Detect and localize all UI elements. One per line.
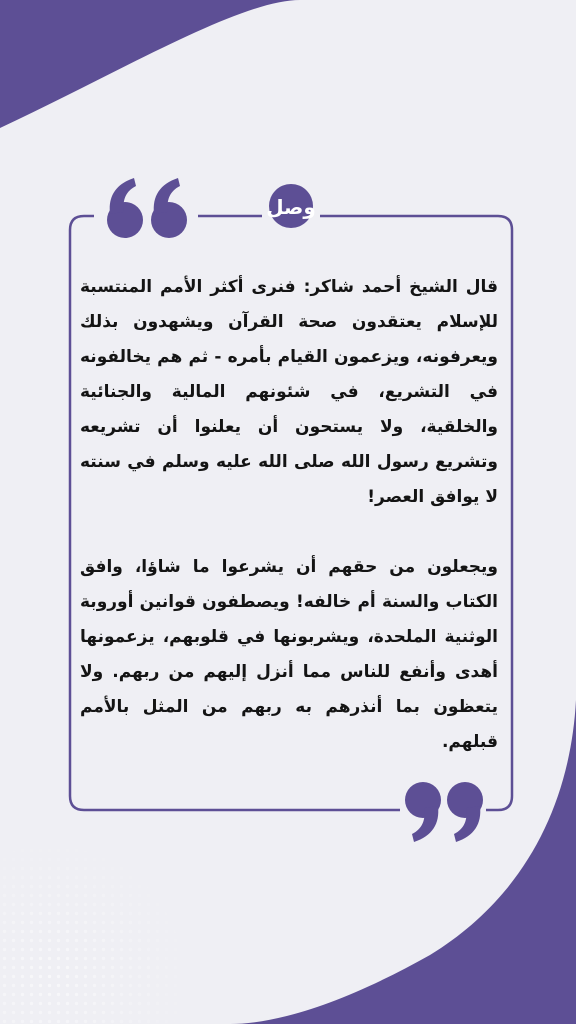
closing-quotation-mark-icon [405,782,483,842]
quote-paragraph-2: ويجعلون من حقهم أن يشرعوا ما شاؤا، وافق الكتاب والسنة أم خالفه! ويصطفون قوانين أوروبة الوثنية الملحدة، ويشربونها في قلوبهم، يزعمونها أهدى وأنفع للناس مما أنزل إليهم من ربهم. ولا يتعظون بما أنذرهم به ربهم من المثل بالأمم قبلهم. [80,557,498,752]
logo-text: وصل [266,195,316,219]
opening-quotation-mark-icon [107,178,187,238]
quote-body [80,270,498,760]
brand-logo-icon [266,184,316,228]
quote-paragraph-1: قال الشيخ أحمد شاكر: فنرى أكثر الأمم المنتسبة للإسلام يعتقدون صحة القرآن ويشهدون بذلك ويعرفونه، ويزعمون القيام بأمره - ثم هم يخالفونه في التشريع، في شئونهم المالية والجنائية والخلقية، ولا يستحون أن يعلنوا أن تشريعه وتشريع رسول الله صلى الله عليه وسلم في سنته لا يوافق العصر! [80,277,498,507]
